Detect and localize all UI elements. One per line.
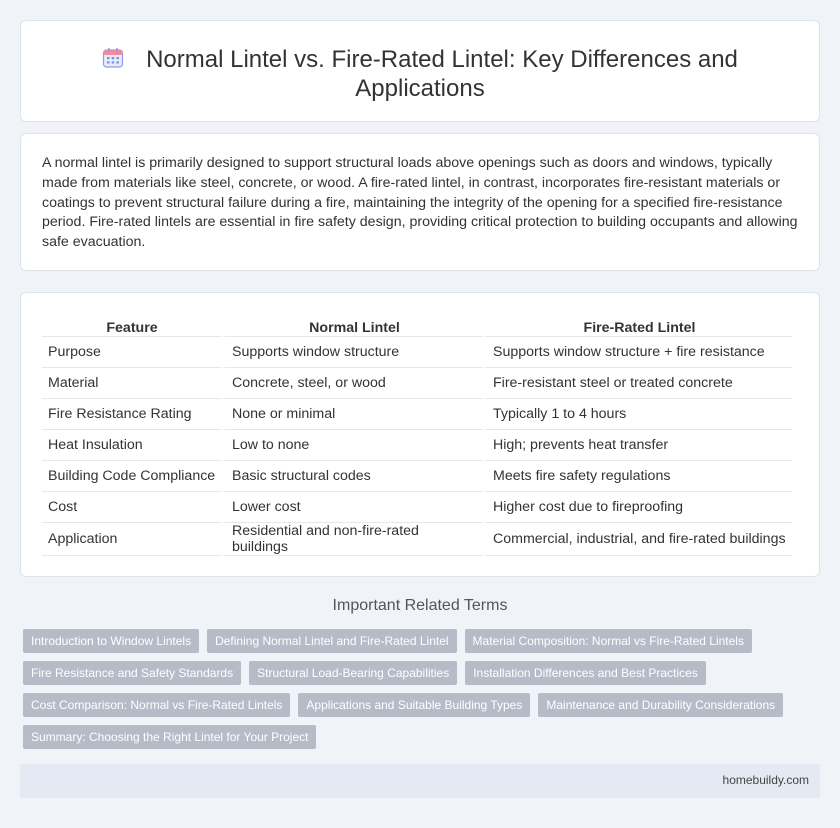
row-normal: Basic structural codes [222,461,483,492]
header-feature: Feature [42,315,222,337]
table-header-row [42,315,792,337]
related-term-tag[interactable]: Defining Normal Lintel and Fire-Rated Lintel [207,629,456,653]
page-title: Normal Lintel vs. Fire-Rated Lintel: Key Differences and Applications [146,46,738,102]
comparison-table-card [20,292,820,577]
row-fire-rated: Fire-resistant steel or treated concrete [483,368,792,399]
related-term-tag[interactable]: Introduction to Window Lintels [23,629,199,653]
table-row [42,523,792,556]
related-terms-list [23,629,823,749]
table-row [42,368,792,399]
row-feature: Cost [42,492,222,523]
header-fire-rated-lintel: Fire-Rated Lintel [483,315,792,337]
row-normal: Low to none [222,430,483,461]
row-feature: Building Code Compliance [42,461,222,492]
row-feature: Fire Resistance Rating [42,399,222,430]
table-row [42,492,792,523]
footer-site-link[interactable]: homebuildy.com [722,773,809,787]
row-fire-rated: High; prevents heat transfer [483,430,792,461]
footer [20,764,820,798]
row-normal: Residential and non-fire-rated buildings [222,523,483,556]
page-title-wrap [61,45,779,103]
row-fire-rated: Meets fire safety regulations [483,461,792,492]
row-normal: None or minimal [222,399,483,430]
row-feature: Application [42,523,222,556]
related-term-tag[interactable]: Summary: Choosing the Right Lintel for Your Project [23,725,316,749]
related-term-tag[interactable]: Structural Load-Bearing Capabilities [249,661,457,685]
row-normal: Lower cost [222,492,483,523]
title-card [20,20,820,122]
row-normal: Supports window structure [222,337,483,368]
related-term-tag[interactable]: Installation Differences and Best Practices [465,661,706,685]
header-normal-lintel: Normal Lintel [222,315,483,337]
row-fire-rated: Supports window structure + fire resistance [483,337,792,368]
related-term-tag[interactable]: Fire Resistance and Safety Standards [23,661,241,685]
related-term-tag[interactable]: Cost Comparison: Normal vs Fire-Rated Lintels [23,693,290,717]
row-normal: Concrete, steel, or wood [222,368,483,399]
row-feature: Heat Insulation [42,430,222,461]
table-row [42,461,792,492]
intro-card [20,133,820,271]
row-feature: Material [42,368,222,399]
related-term-tag[interactable]: Maintenance and Durability Considerations [538,693,783,717]
table-row [42,430,792,461]
related-term-tag[interactable]: Material Composition: Normal vs Fire-Rated Lintels [465,629,752,653]
table-row [42,337,792,368]
row-feature: Purpose [42,337,222,368]
table-row [42,399,792,430]
comparison-table [42,315,792,556]
related-term-tag[interactable]: Applications and Suitable Building Types [298,693,530,717]
calendar-icon [102,47,124,69]
row-fire-rated: Higher cost due to fireproofing [483,492,792,523]
row-fire-rated: Commercial, industrial, and fire-rated buildings [483,523,792,556]
related-terms-title: Important Related Terms [332,597,508,614]
row-fire-rated: Typically 1 to 4 hours [483,399,792,430]
intro-paragraph: A normal lintel is primarily designed to support structural loads above openings such as doors and windows, typically made from materials like steel, concrete, or wood. A fire-rated lintel, in contrast, incorporates fire-resistant materials or coatings to prevent structural failure during a fire, maintaining the integrity of the opening for a specified fire-resistance period. Fire-rated lintels are essential in fire safety design, providing critical protection to building occupants and allowing safe evacuation. [42,155,798,251]
